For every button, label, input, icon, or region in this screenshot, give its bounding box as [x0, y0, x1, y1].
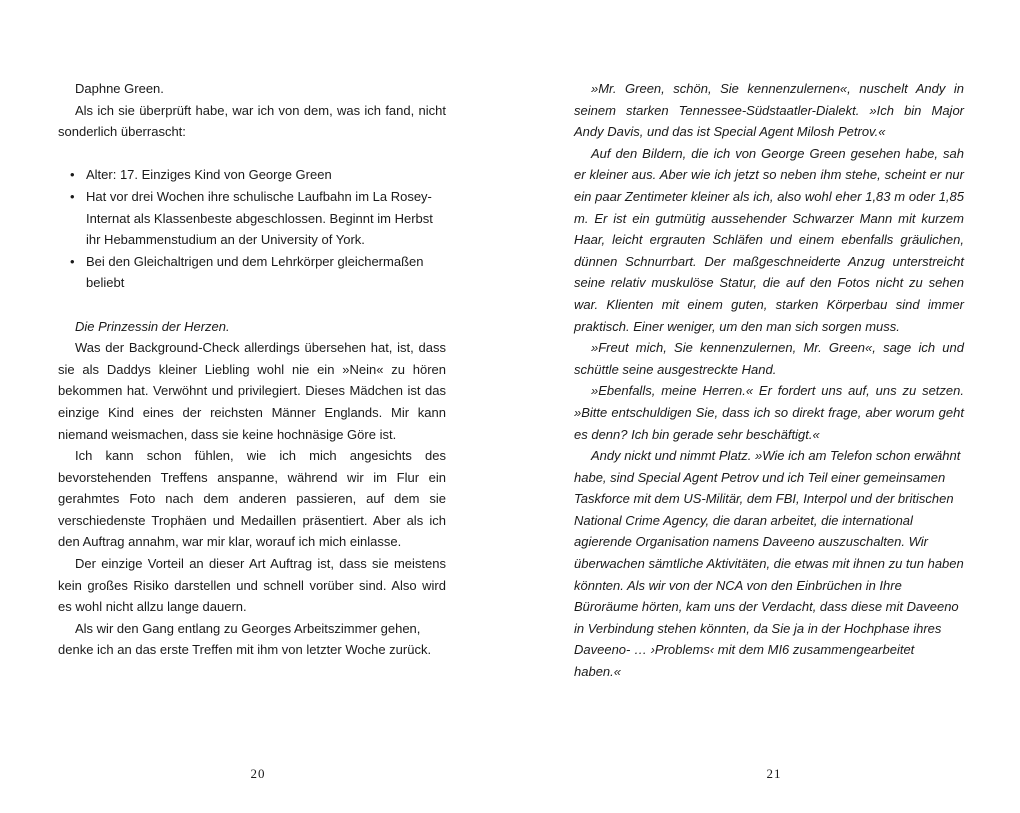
subheading: Die Prinzessin der Herzen.: [75, 318, 230, 334]
list-item: • Alter: 17. Einziges Kind von George Green: [58, 164, 446, 186]
bullet-icon: •: [70, 253, 75, 269]
left-page-text: [58, 78, 446, 661]
background-facts-list: [58, 164, 446, 294]
paragraph: Was der Background-Check allerdings übersehen hat, ist, dass sie als Daddys kleiner Liebling wohl nie ein »Nein« zu hören bekommen hat. Verwöhnt und privilegiert. Dieses Mädchen ist das einzige Kind eines der reichsten Männer Englands. Mir kann niemand weismachen, dass sie keine hochnäsige Göre ist.: [58, 340, 446, 442]
paragraph: »Freut mich, Sie kennenzulernen, Mr. Green«, sage ich und schüttle seine ausgestreckte Hand.: [574, 340, 964, 377]
paragraph: Andy nickt und nimmt Platz. »Wie ich am Telefon schon erwähnt habe, sind Special Agent Petrov und ich Teil einer gemeinsamen Taskforce mit dem US-Militär, dem FBI, Interpol und der britischen National Crime Agency, die daran arbeitet, die international agierende Organisation namens Daveeno auszuschalten. Wir überwachen sämtliche Aktivitäten, die etwas mit ihnen zu tun haben könnten. Als wir von der NCA von den Einbrüchen in Ihre Büroräume hörten, kam uns der Verdacht, dass diese mit Daveeno in Verbindung stehen könnten, da Sie ja in der Hochphase ihres Daveeno- … ›Problems‹ mit dem MI6 zusammengearbeitet haben.«: [574, 448, 964, 680]
paragraph: Ich kann schon fühlen, wie ich mich angesichts des bevorstehenden Treffens anspanne, während wir im Flur ein gerahmtes Foto nach dem anderen passieren, auf dem sie verschiedenste Trophäen und Medaillen präsentiert. Aber als ich den Auftrag annahm, war mir klar, worauf ich mich einlasse.: [58, 448, 446, 550]
right-page: [510, 0, 1020, 813]
page-number: 20: [250, 766, 266, 781]
right-page-text: [574, 78, 964, 683]
list-item: • Bei den Gleichaltrigen und dem Lehrkörper gleichermaßen beliebt: [58, 251, 446, 294]
bullet-icon: •: [70, 188, 75, 204]
paragraph: »Ebenfalls, meine Herren.« Er fordert uns auf, uns zu setzen. »Bitte entschuldigen Sie, dass ich so direkt frage, aber worum geht es denn? Ich bin gerade sehr beschäftigt.«: [574, 383, 964, 442]
page-number: 21: [766, 766, 782, 781]
paragraph: Der einzige Vorteil an dieser Art Auftrag ist, dass sie meistens kein großes Risiko darstellen und schnell vorüber sind. Also wird es wohl nicht allzu lange dauern.: [58, 556, 446, 615]
bullet-icon: •: [70, 167, 75, 183]
paragraph: Als wir den Gang entlang zu Georges Arbeitszimmer gehen, denke ich an das erste Treffen mit ihm von letzter Woche zurück.: [58, 620, 432, 658]
list-item: • Hat vor drei Wochen ihre schulische Laufbahn im La Rosey-Internat als Klassenbeste abgeschlossen. Beginnt im Herbst ihr Hebammenstudium an der University of York.: [58, 186, 446, 251]
paragraph: »Mr. Green, schön, Sie kennenzulernen«, nuschelt Andy in seinem starken Tennessee-Südstaatler-Dialekt. »Ich bin Major Andy Davis, und das ist Special Agent Milosh Petrov.«: [574, 81, 964, 140]
paragraph: Auf den Bildern, die ich von George Green gesehen habe, sah er kleiner aus. Aber wie ich jetzt so neben ihm stehe, scheint er nur ein paar Zentimeter kleiner als ich, also wohl eher 1,83 m oder 1,85 m. Er ist ein gutmütig aussehender Schwarzer Mann mit kurzem Haar, leicht ergrauten Schläfen und einem ebenfalls gräulichen, dünnen Schnurrbart. Der maßgeschneiderte Anzug unterstreicht seine relativ muskulöse Statur, die auf den Fotos nicht zu sehen war. Klienten mit einem guten, starken Körperbau sind immer praktisch. Einer weniger, um den man sich sorgen muss.: [574, 145, 964, 334]
check-intro-paragraph: Als ich sie überprüft habe, war ich von dem, was ich fand, nicht sonderlich überrascht:: [58, 102, 446, 140]
name-line: Daphne Green.: [75, 81, 164, 96]
